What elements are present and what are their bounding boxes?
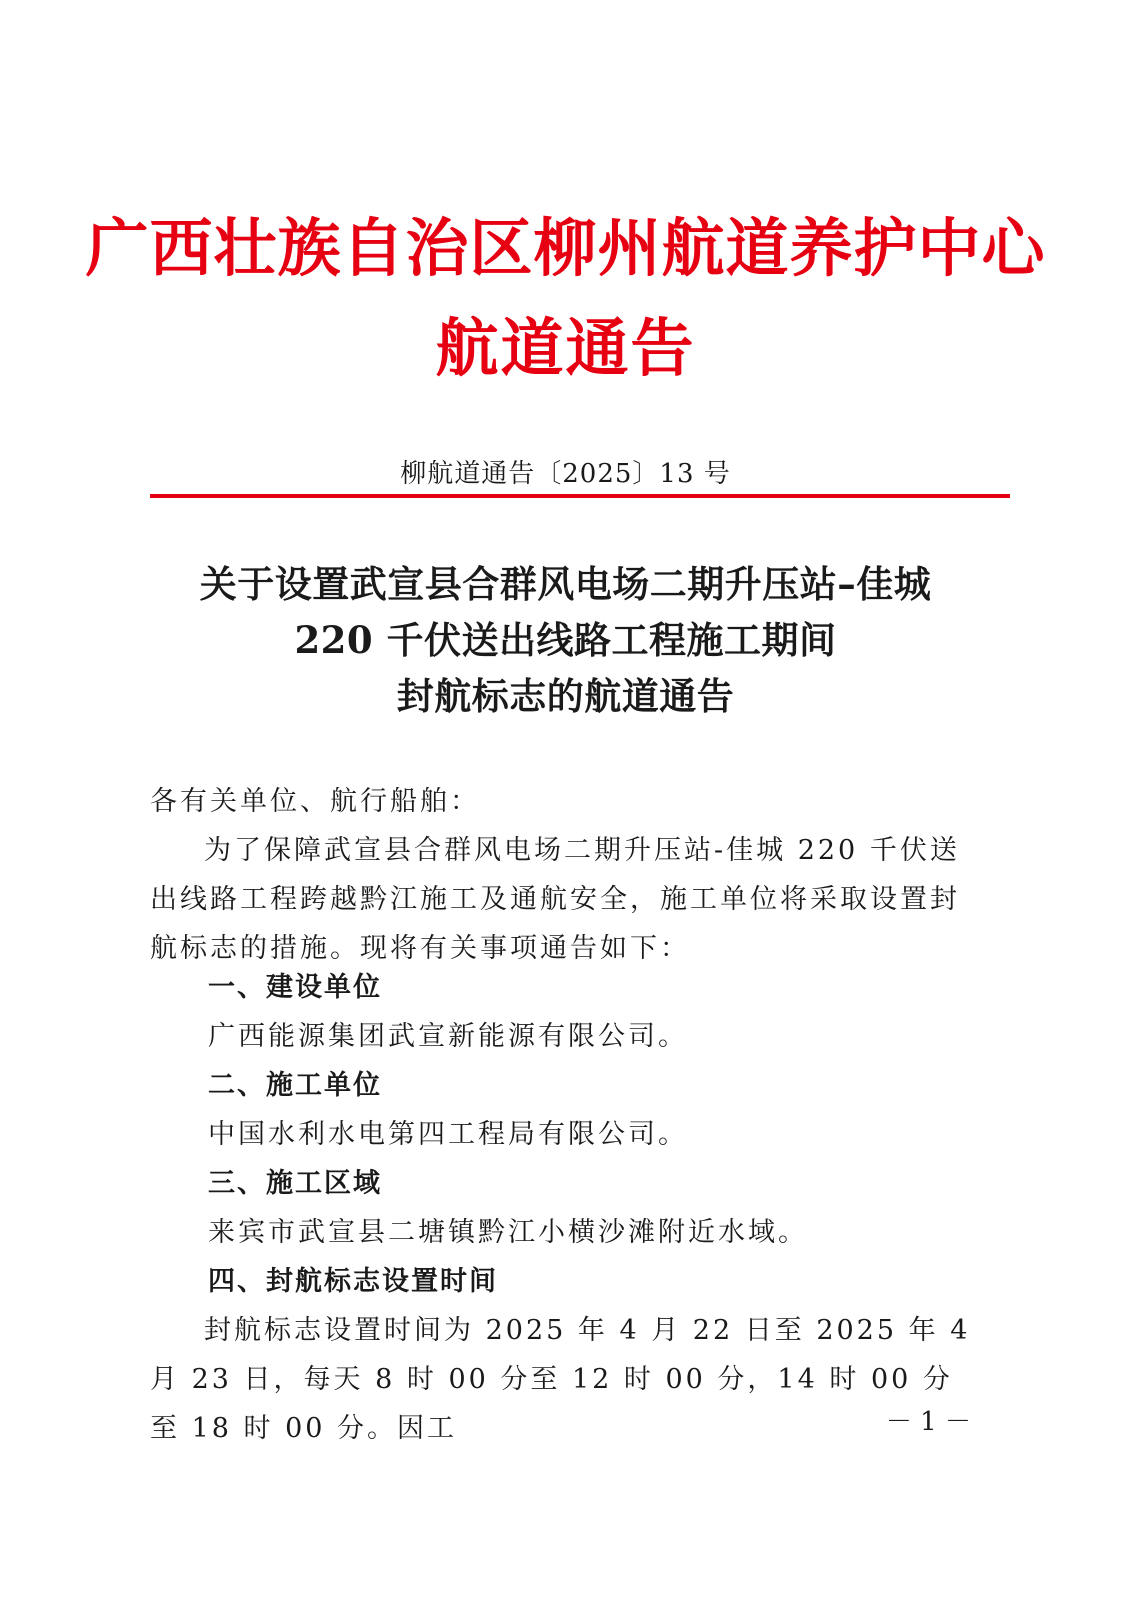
notice-subject (0, 556, 1131, 724)
notice-body (150, 777, 980, 973)
notice-sections (150, 963, 980, 1453)
section-heading-contractor: 二、施工单位 (208, 1070, 382, 1101)
issuing-organization-title: 广西壮族自治区柳州航道养护中心 (85, 211, 1046, 285)
section-heading-area: 三、施工区域 (208, 1168, 382, 1199)
section-text-contractor: 中国水利水电第四工程局有限公司。 (208, 1119, 688, 1150)
document-serial-number: 柳航道通告〔2025〕13 号 (400, 459, 731, 489)
section-heading-builder: 一、建设单位 (208, 972, 382, 1003)
section-heading-time: 四、封航标志设置时间 (208, 1266, 498, 1297)
subject-line-1: 关于设置武宣县合群风电场二期升压站–佳城 (199, 562, 932, 606)
intro-paragraph: 为了保障武宣县合群风电场二期升压站-佳城 220 千伏送出线路工程跨越黔江施工及通航安全，施工单位将采取设置封航标志的措施。现将有关事项通告如下： (150, 835, 960, 964)
document-type-heading: 航道通告 (435, 311, 696, 385)
section-text-area: 来宾市武宣县二塘镇黔江小横沙滩附近水域。 (208, 1217, 808, 1248)
section-text-time: 封航标志设置时间为 2025 年 4 月 22 日至 2025 年 4 月 23 日，每天 8 时 00 分至 12 时 00 分，14 时 00 分至 18 时 00 分。因工 (150, 1315, 971, 1444)
subject-line-3: 封航标志的航道通告 (396, 674, 735, 718)
page-number: － 1 － (885, 1407, 971, 1437)
subject-line-2: 220 千伏送出线路工程施工期间 (294, 618, 837, 662)
salutation: 各有关单位、航行船舶： (150, 786, 480, 817)
section-text-builder: 广西能源集团武宣新能源有限公司。 (208, 1021, 688, 1052)
red-divider-line (150, 494, 1010, 498)
